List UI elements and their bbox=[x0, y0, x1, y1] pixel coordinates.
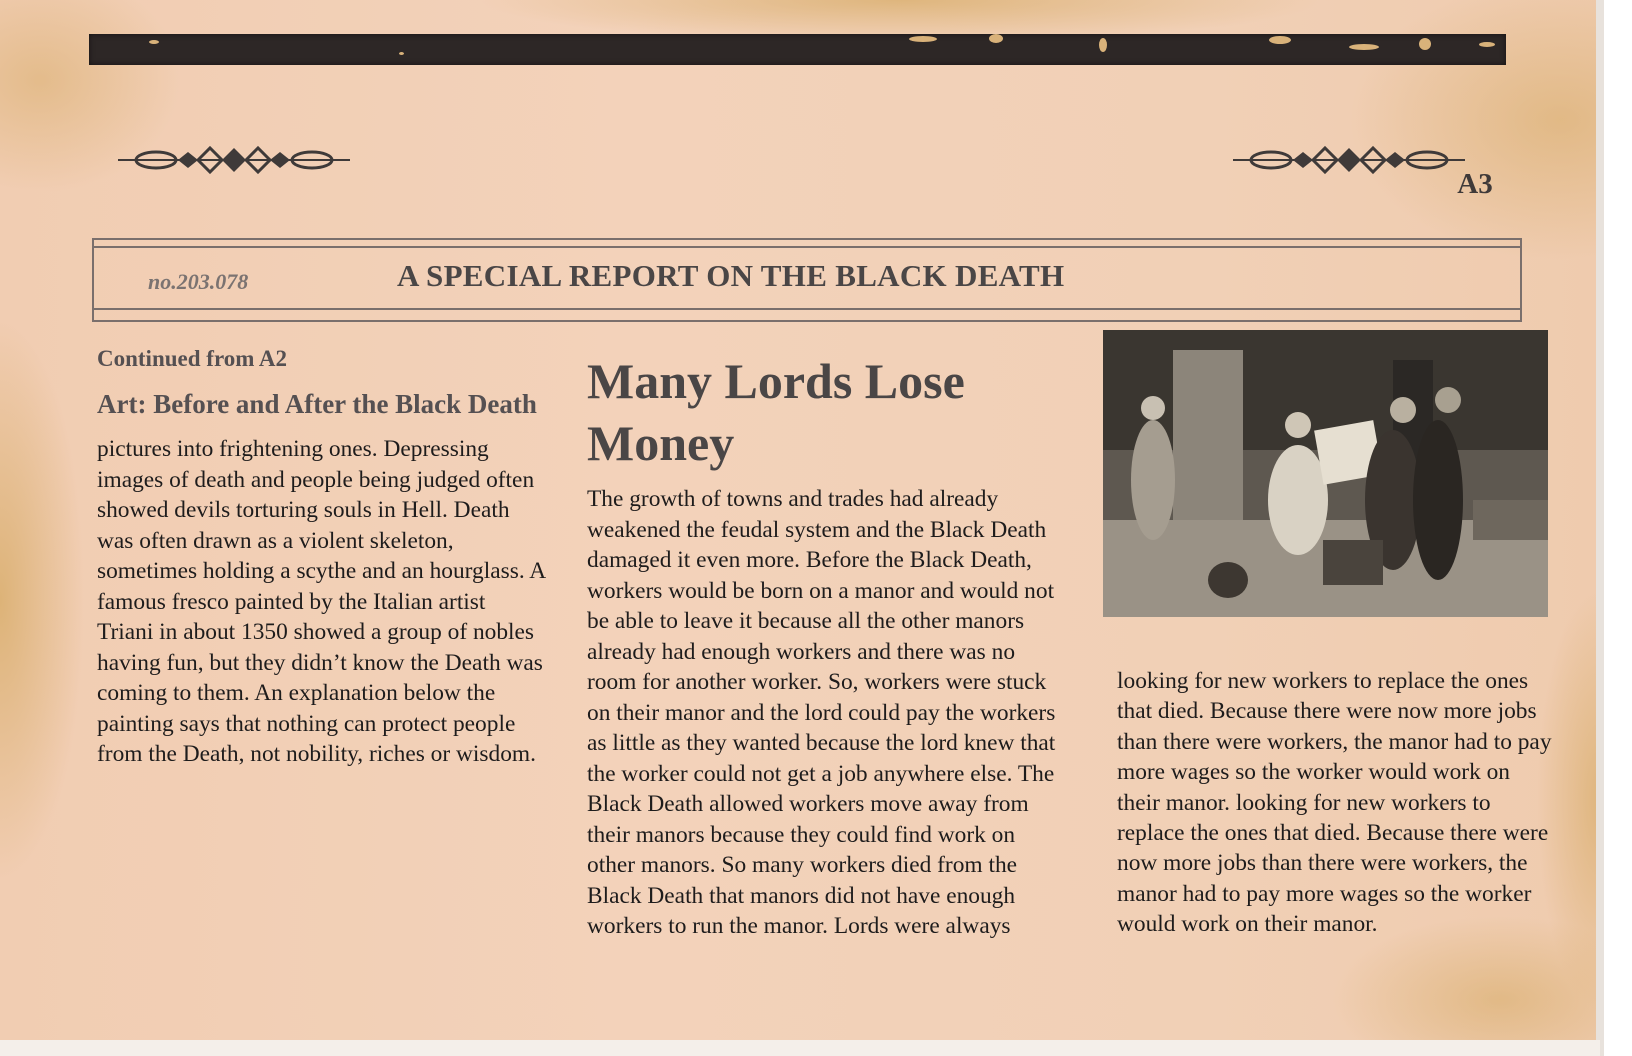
banner-title: A SPECIAL REPORT ON THE BLACK DEATH bbox=[397, 258, 1065, 293]
page-bottom-margin bbox=[0, 1040, 1600, 1056]
issue-number: no.203.078 bbox=[148, 269, 249, 294]
masthead-bar bbox=[89, 34, 1506, 65]
section-banner bbox=[92, 238, 1522, 322]
headline: Many Lords Lose Money bbox=[587, 353, 965, 471]
page-edge bbox=[1596, 0, 1604, 1056]
page-number: A3 bbox=[1457, 168, 1493, 200]
right-ornament-icon bbox=[1233, 143, 1465, 177]
left-column bbox=[97, 346, 547, 770]
article-heading: Art: Before and After the Black Death bbox=[97, 389, 537, 419]
article-body: looking for new workers to replace the ones that died. Because there were now more jobs than there were workers, the manor had to pay more wages so the worker would work on their manor. looking for new workers to replace the ones that died. Because there were now more jobs than there were workers, the manor had to pay more wages so the worker would work on their manor. bbox=[1117, 668, 1552, 938]
article-body: The growth of towns and trades had already weakened the feudal system and the Black Death damaged it even more. Before the Black Death, workers would be born on a manor and would not be able to leave it because all the other manors already had enough workers and there was no room for another worker. So, workers were stuck on their manor and the lord could pay the workers as little as they wanted because the lord knew that the worker could not get a job anywhere else. The Black Death allowed workers move away from their manors because they could find work on other manors. So many workers died from the Black Death that manors did not have enough workers to run the manor. Lords were always bbox=[587, 486, 1056, 939]
right-column bbox=[1117, 666, 1557, 940]
middle-column bbox=[587, 350, 1057, 942]
continued-note: Continued from A2 bbox=[97, 346, 287, 371]
left-ornament-icon bbox=[118, 143, 350, 177]
article-body: pictures into frightening ones. Depressing images of death and people being judged often showed devils torturing souls in Hell. Death was often drawn as a violent skeleton, sometimes holding a scythe and an hourglass. A famous fresco painted by the Italian artist Triani in about 1350 showed a group of nobles having fun, but they didn’t know the Death was coming to them. An explanation below the painting says that nothing can protect people from the Death, not nobility, riches or wisdom. bbox=[97, 436, 545, 767]
engraving-image bbox=[1103, 330, 1548, 617]
